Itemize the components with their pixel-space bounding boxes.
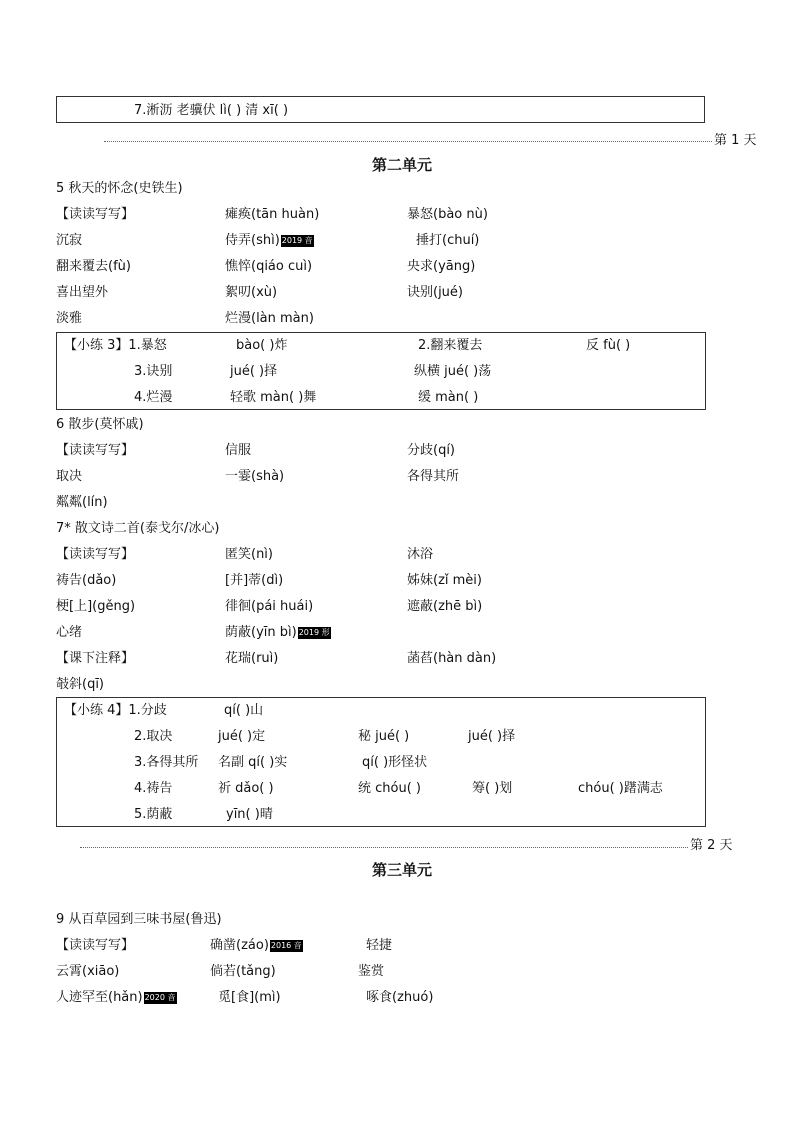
exam-badge: 2016 音 [270,940,302,950]
lesson-7-word: 遮蔽(zhē bì) [407,599,483,614]
lesson-6-word: 各得其所 [407,469,460,484]
lesson-6-word: 一霎(shà) [225,469,285,484]
lesson-7-word-with-badge [225,625,331,641]
practice-3-head: 【小练 3】1.暴怒 [64,338,167,353]
exam-badge: 2020 音 [144,992,176,1002]
lesson-7-word: [并]蒂(dì) [225,573,284,588]
practice-3-item: jué( )择 [230,364,278,379]
lesson-9-word: 云霄(xiāo) [56,964,120,979]
practice-4-item: qí( )形怪状 [362,755,428,770]
lesson-5-word: 诀别(jué) [407,285,463,300]
lesson-7-word: 祷告(dǎo) [56,573,117,588]
practice-3-item: 纵横 jué( )荡 [414,364,492,379]
lesson-5-word: 捶打(chuí) [416,233,480,248]
practice-4-item: 4.祷告 [134,781,173,796]
day-label-1: 第 1 天 [714,133,757,148]
lesson-9-word: 轻捷 [366,938,393,953]
lesson-7-word: 菡萏(hàn dàn) [407,651,497,666]
lesson-5-word: 烂漫(làn màn) [225,311,314,326]
lesson-9-word-with-badge [56,990,177,1006]
practice-3-item: 2.翻来覆去 [418,338,483,353]
practice-3-item: 反 fù( ) [586,338,631,353]
practice-4-item: jué( )择 [468,729,516,744]
lesson-5-title: 5 秋天的怀念(史铁生) [56,181,183,196]
lesson-7-word: 徘徊(pái huái) [225,599,314,614]
lesson-5-word: 淡雅 [56,311,83,326]
practice-4-head: 【小练 4】1.分歧 [64,703,167,718]
practice-3-item: 4.烂漫 [134,390,173,405]
lesson-5-header: 【读读写写】 [56,207,135,222]
lesson-5-word: 暴怒(bào nù) [407,207,488,222]
lesson-7-word: 匿笑(nì) [225,547,273,562]
practice-4-item: 3.各得其所 [134,755,199,770]
practice-4-item: jué( )定 [218,729,266,744]
day-label-2: 第 2 天 [690,838,733,853]
practice-4-item: 2.取决 [134,729,173,744]
lesson-7-word: 荫蔽(yīn bì) [225,625,297,640]
lesson-6-title: 6 散步(莫怀戚) [56,417,144,432]
practice-4-item: 筹( )划 [472,781,513,796]
practice-3-item: 轻歌 màn( )舞 [230,390,317,405]
lesson-6-header: 【读读写写】 [56,443,135,458]
day-divider-2 [80,847,688,848]
lesson-5-word: 侍弄(shì) [225,233,280,248]
lesson-5-word: 沉寂 [56,233,83,248]
lesson-7-header-notes: 【课下注释】 [56,651,135,666]
day-divider-1 [104,141,712,142]
lesson-9-word-with-badge [210,938,303,954]
lesson-7-word: 沐浴 [407,547,434,562]
lesson-6-word: 取决 [56,469,83,484]
lesson-6-word: 分歧(qí) [407,443,456,458]
practice-4-item: qí( )山 [224,703,264,718]
practice-3-item: bào( )炸 [236,338,288,353]
lesson-7-word: 姊妹(zǐ mèi) [407,573,482,588]
lesson-9-word: 啄食(zhuó) [366,990,434,1005]
lesson-9-word: 人迹罕至(hǎn) [56,990,143,1005]
lesson-9-word: 确凿(záo) [210,938,269,953]
lesson-9-title: 9 从百草园到三味书屋(鲁迅) [56,912,222,927]
lesson-5-word: 翻来覆去(fù) [56,259,131,274]
lesson-9-word: 倘若(tǎng) [210,964,276,979]
practice-4-item: 秘 jué( ) [358,729,410,744]
practice-4-item: chóu( )躇满志 [578,781,663,796]
practice-4-item: 名副 qí( )实 [218,755,288,770]
lesson-7-word: 梗[上](gěng) [56,599,136,614]
lesson-5-word: 央求(yāng) [407,259,476,274]
practice-4-item: yīn( )晴 [226,807,273,822]
lesson-6-word: 信服 [225,443,252,458]
practice-4-item: 统 chóu( ) [358,781,421,796]
practice-4-item: 祈 dǎo( ) [218,781,274,796]
lesson-7-title: 7* 散文诗二首(泰戈尔/冰心) [56,521,220,536]
lesson-7-word: 攲斜(qī) [56,677,105,692]
lesson-7-word: 花瑞(ruì) [225,651,279,666]
lesson-7-word: 心绪 [56,625,83,640]
exam-badge: 2019 形 [298,627,330,637]
practice-3-item: 3.诀别 [134,364,173,379]
lesson-5-word: 絮叨(xù) [225,285,278,300]
lesson-9-word: 觅[食](mì) [218,990,281,1005]
lesson-7-header: 【读读写写】 [56,547,135,562]
lesson-5-word: 憔悴(qiáo cuì) [225,259,313,274]
lesson-9-word: 鉴赏 [358,964,385,979]
top-item-7: 7.淅沥 老骥伏 lì( ) 清 xī( ) [134,103,289,118]
practice-3-item: 缓 màn( ) [418,390,479,405]
lesson-9-header: 【读读写写】 [56,938,135,953]
unit-2-title: 第二单元 [372,156,433,174]
lesson-5-word: 喜出望外 [56,285,109,300]
practice-4-item: 5.荫蔽 [134,807,173,822]
lesson-5-word-with-badge [225,233,314,249]
lesson-6-word: 粼粼(lín) [56,495,108,510]
lesson-5-word: 瘫痪(tān huàn) [225,207,320,222]
exam-badge: 2019 音 [281,235,313,245]
unit-3-title: 第三单元 [372,861,433,879]
